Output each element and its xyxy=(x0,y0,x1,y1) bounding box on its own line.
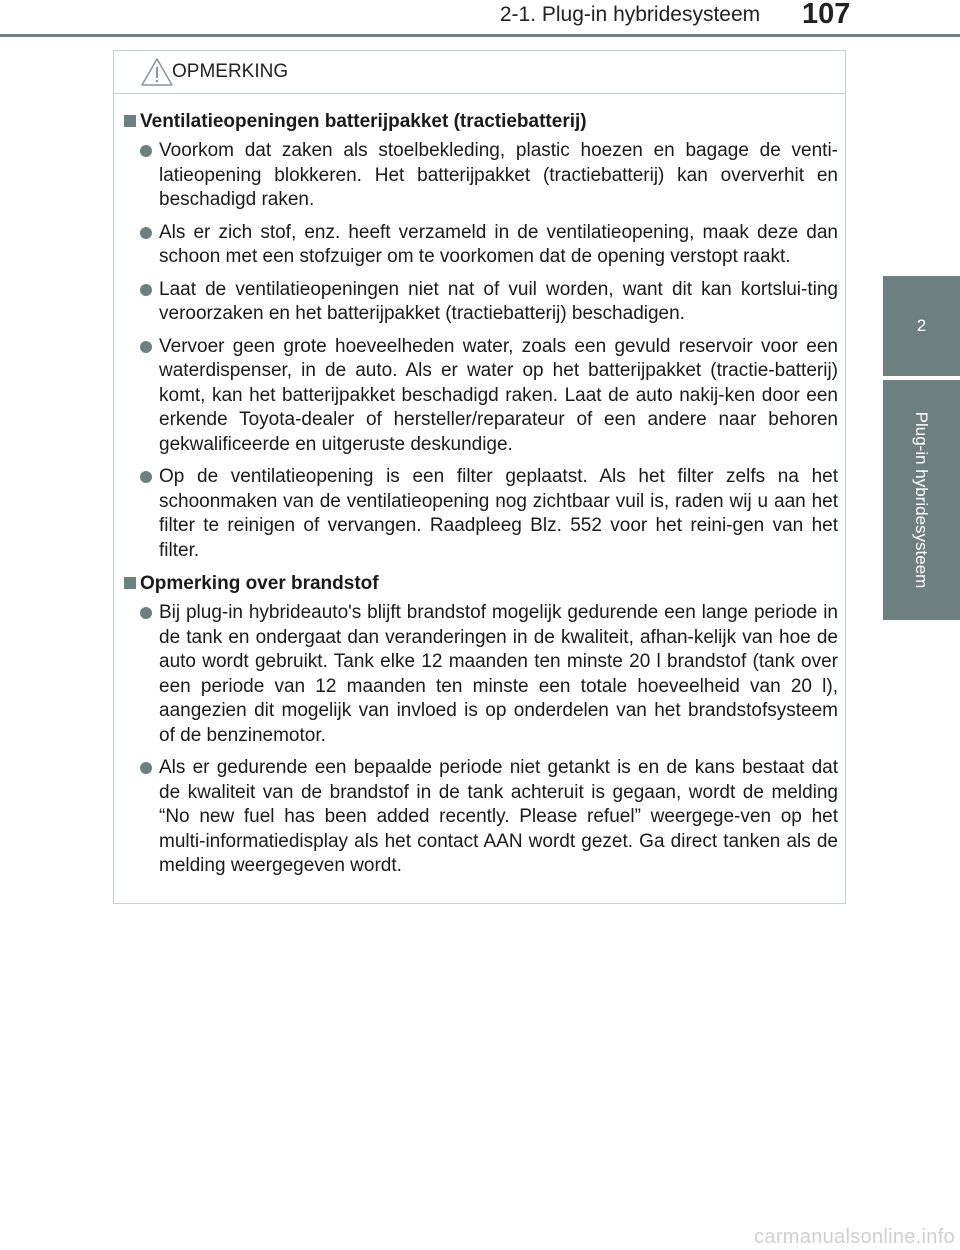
list-item xyxy=(124,756,838,879)
list-item xyxy=(124,139,838,213)
list-item-text: Voorkom dat zaken als stoelbekleding, plastic hoezen en bagage de venti-latieopening blokkeren. Het batterijpakket (tractiebatterij) kan oververhit en beschadigd raken. xyxy=(159,140,838,210)
chapter-tab-number-block xyxy=(883,276,960,376)
header-section-title: 2-1. Plug-in hybridesysteem xyxy=(499,3,761,26)
round-bullet-icon xyxy=(140,471,152,483)
square-bullet-icon xyxy=(124,577,136,589)
note-content xyxy=(124,109,838,887)
list-item-text: Op de ventilatieopening is een filter geplaatst. Als het filter zelfs na het schoonmaken van de ventilatieopening nog zichtbaar vuil is, raden wij u aan het filter te reinigen of vervangen. Raadpleeg Blz. 552 voor het reini-gen van het filter. xyxy=(159,466,838,561)
page-number: 107 xyxy=(802,0,851,30)
round-bullet-icon xyxy=(140,284,152,296)
note-title: OPMERKING xyxy=(172,61,289,82)
list-item-text: Bij plug-in hybrideauto's blijft brandstof mogelijk gedurende een lange periode in de tank en ondergaat dan veranderingen in de kwaliteit, afhan-kelijk van hoe de auto wordt gebruikt. Tank elke 12 maanden ten minste 20 l brandstof (tank over een periode van 12 maanden ten minste een totale hoeveelheid van 20 l), aangezien dit mogelijk van invloed is op onderdelen van het brandstofsysteem of de benzinemotor. xyxy=(159,602,838,746)
note-box xyxy=(113,50,846,904)
round-bullet-icon xyxy=(140,607,152,619)
list-item xyxy=(124,601,838,748)
section-ventilation xyxy=(124,109,838,563)
round-bullet-icon xyxy=(140,762,152,774)
list-item-text: Als er gedurende een bepaalde periode niet getankt is en de kans bestaat dat de kwaliteit van de brandstof in de tank achteruit is gegaan, wordt de melding “No new fuel has been added recently. Please refuel” weergege-ven op het multi-informatiedisplay als het contact AAN wordt gezet. Ga direct tanken als de melding weergegeven wordt. xyxy=(159,757,838,876)
chapter-number: 2 xyxy=(916,316,927,335)
chapter-tab xyxy=(883,380,960,620)
round-bullet-icon xyxy=(140,341,152,353)
note-header xyxy=(114,51,845,94)
list-item xyxy=(124,465,838,563)
header-rule xyxy=(0,34,960,37)
chapter-label: Plug-in hybridesysteem xyxy=(912,411,931,589)
section-heading-text: Ventilatieopeningen batterijpakket (tractiebatterij) xyxy=(140,111,587,132)
round-bullet-icon xyxy=(140,145,152,157)
section-heading-text: Opmerking over brandstof xyxy=(140,573,379,594)
section-heading xyxy=(124,109,838,134)
watermark-link[interactable]: carmanualsonline.info xyxy=(754,1226,955,1248)
round-bullet-icon xyxy=(140,227,152,239)
list-item xyxy=(124,335,838,458)
list-item xyxy=(124,221,838,270)
square-bullet-icon xyxy=(124,115,136,127)
section-fuel xyxy=(124,571,838,879)
list-item-text: Laat de ventilatieopeningen niet nat of vuil worden, want dit kan kortslui-ting veroorzaken en het batterijpakket (tractiebatterij) beschadigen. xyxy=(159,278,838,324)
section-heading xyxy=(124,571,838,596)
list-item-text: Vervoer geen grote hoeveelheden water, zoals een gevuld reservoir voor een waterdispenser, in de auto. Als er water op het batterijpakket (tractie-batterij) komt, kan het batterijpakket beschadigd raken. Laat de auto nakij-ken door een erkende Toyota-dealer of hersteller/reparateur of een andere naar behoren gekwalificeerde en uitgeruste deskundige. xyxy=(159,335,838,455)
warning-triangle-icon xyxy=(140,57,174,87)
list-item-text: Als er zich stof, enz. heeft verzameld in de ventilatieopening, maak deze dan schoon met een stofzuiger om te voorkomen dat de opening verstopt raakt. xyxy=(159,221,838,267)
list-item xyxy=(124,278,838,327)
